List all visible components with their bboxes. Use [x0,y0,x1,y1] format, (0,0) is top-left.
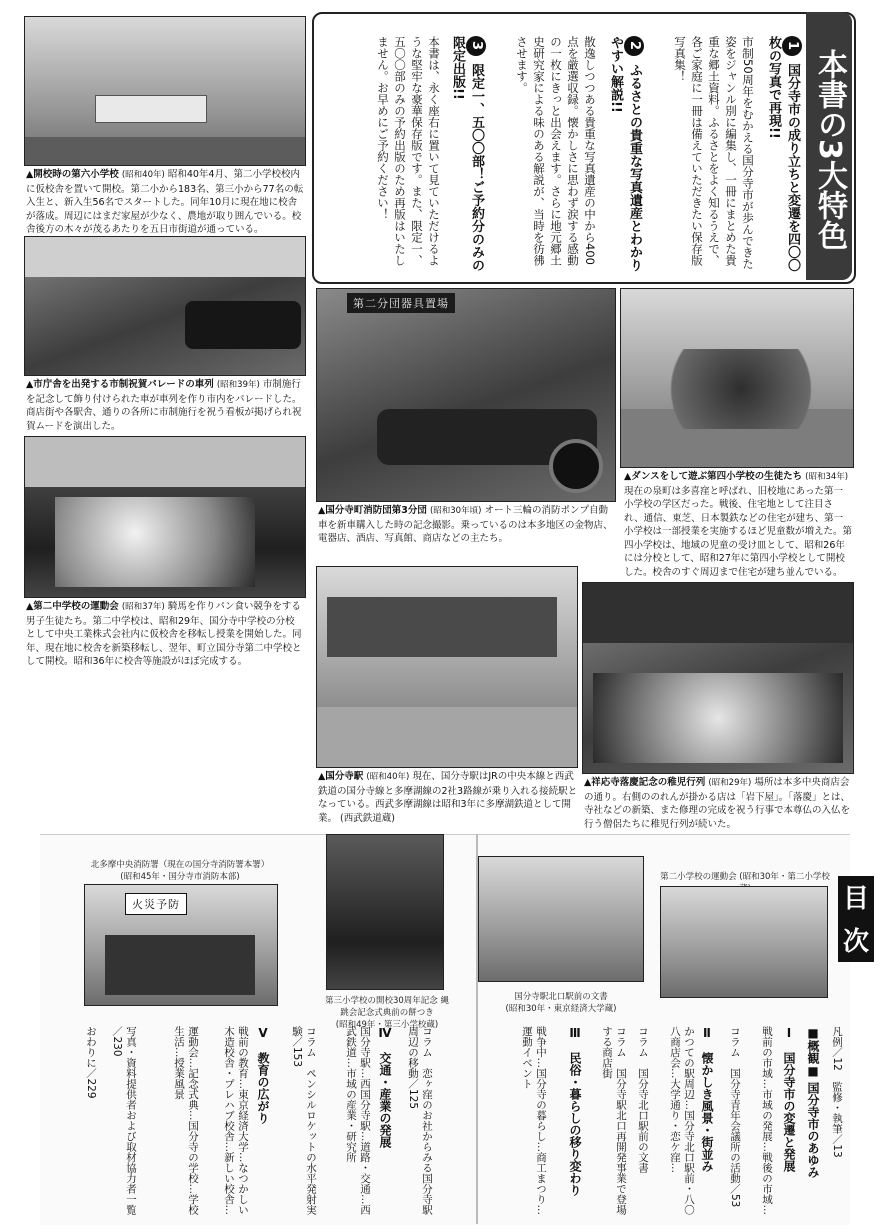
spread-caption-text: 第三小学校の開校30周年記念 縄跳会記念式典前の餅つき [324,996,450,1018]
caption-title: ▲国分寺町消防団第3分団 [318,505,427,516]
photo-dancing-students [620,288,854,468]
caption-body: 現在の泉町は多喜窪と呼ばれ、旧校地にあった第一小学校の学区だった。戦後、住宅地として注目され、通信、東芝、日本製鉄などの住宅が建ち、第一小学校は一部授業を実施するほど児童数が増えた。第四小学校は、地域の児童の受け皿として、昭和26年には分校として、昭和27年に第四小学校として開校した。校舎のすぐ周辺まで住宅が建ち並んでいる。 [624,485,853,578]
toc-entry-7: コラム 国分寺北口駅前の文書 [637,1026,649,1173]
toc-entry-4: コラム 国分寺青年会議所の活動／53 [729,1026,741,1208]
feature-number-3: 3 [466,36,486,56]
feature-body-3: 本書は、永く座右に置いて見ていただけるような堅牢な豪華保存版です。また、限定一、五〇〇部のみの予約出版のため再版はいたしません。お早めにご予約ください！ [376,36,441,266]
caption-kokubunji-station [318,770,580,825]
caption-year: (昭和40年) [121,170,165,180]
feature-body-1: 市制50周年をむかえる国分寺市が歩んできた姿をジャンル別に編集し、一冊にまとめた貴重な郷土資料。ふるさとをよく知るうえで、各ご家庭に一冊は備えていただきたい保存版写真集！ [673,36,755,270]
spread-photo-sports-day [660,886,828,998]
caption-body: 昭和40年4月、第二小学校校内に仮校舎を置いて開校。第二小から183名、第三小から77名の転入生と、新入生56名でスタートした。同年10月に現在地に校舎が落成。周辺にはまだ家屋が少なく、農地が取り囲んでいる。校舎後方の木々が茂るあたりを五日市街道が通っている。 [26,169,304,235]
feature-number-1: 1 [782,36,802,56]
caption-chigo-procession [584,776,852,831]
shopfront-shape [583,583,853,643]
spread-caption-text: 北多摩中央消防署（現在の国分寺消防署本署） [90,860,270,870]
caption-title: ▲国分寺駅 [318,771,364,782]
caption-year: (昭和37年) [121,602,165,612]
toc-entry-13: コラム 恋ヶ窪のお社からみる国分寺駅周辺の移動／125 [407,1026,433,1215]
caption-year: (昭和29年) [708,778,752,788]
toc-entry-19: おわりに／229 [85,1026,97,1099]
sky-shape [25,237,305,277]
building-shape [25,437,305,487]
toc-entry-10: コラム 国分寺駅北口再開発事業で登場する商店街 [601,1026,627,1215]
crowd-shape [593,673,843,763]
spread-photo-mochi [326,834,444,990]
caption-body: オート三輪の消防ポンプ自動車を新車購入した時の記念撮影。乗っているのは本多地区の金物店、電器店、酒店、写真館、商店などの主たち。 [318,505,613,544]
spread-caption-sub: (昭和49年・第三小学校蔵) [335,1020,439,1030]
feature-body-1-wrap [646,36,756,286]
caption-fire-brigade [318,504,614,546]
caption-title: ▲市庁舎を出発する市制祝賀パレードの車列 [26,379,214,390]
photo-chigo-procession [582,582,854,774]
photo-kokubunji-station [316,566,578,768]
feature-body-3-wrap [322,36,442,286]
caption-parade [26,378,304,433]
caption-body: 現在、国分寺駅はJRの中央本線と西武鉄道の国分寺線と多摩湖線の2社3路線が乗り入れる接続駅となっている。西武多摩湖線は昭和3年に多摩湖鉄道として開業。 [318,771,578,824]
toc-entry-18: 写真・資料提供者および取材協力者一覧／230 [111,1026,137,1215]
toc-entry-0: 凡例／12 監修・執筆／13 [831,1026,843,1158]
toc-mark-ji: 次 [838,922,874,962]
caption-title: ▲第二中学校の運動会 [26,601,119,612]
spread-caption-sub: (昭和30年・東京経済大学蔵) [505,1004,617,1014]
caption-body: 場所は本多中央商店会の通り。右側ののれんが掛かる店は「岩下屋」。「落慶」とは、寺社などの新築、また修理の完成を祝う行事で本尊仏の入仏を行う僧侶たちに稚児行列が続いた。 [584,777,851,830]
feature-item-1 [760,36,802,286]
garage-shape [105,935,255,995]
feature-number-2: 2 [624,36,644,56]
caption-dancing-students [624,470,852,579]
toc-entry-16: コラム ペンシルロケットの水平発射実験／153 [291,1026,317,1215]
feature-title: 本書の3大特色 [812,48,847,250]
photo-parade [24,236,306,376]
toc-entry-5: Ⅱ 懐かしき風景・街並み [700,1026,714,1172]
caption-year: (昭和39年) [216,380,260,390]
photo-sixth-elementary [24,16,306,166]
caption-title: ▲開校時の第六小学校 [26,169,119,180]
spread-photo-fire-station [84,884,278,1006]
students-shape [55,497,255,587]
toc-entry-15: 戦前の教育…東京経済大学…なつかしい木造校舎・プレハブ校舎…新しい校舎… [223,1026,249,1215]
feature-item-2 [602,36,644,286]
feature-heading-3: 限定一、五〇〇部！ご予約分のみの限定出版!! [450,36,484,272]
caption-title: ▲祥応寺落慶記念の稚児行列 [584,777,706,788]
spread-caption-1 [80,858,280,882]
toc-entry-9: 戦争中…国分寺の暮らし…商工まつり…運動イベント [521,1026,547,1215]
field-shape [25,137,305,165]
spread-caption-sub: (昭和45年・国分寺市消防本部) [120,872,240,882]
spread-caption-sub: (昭和30年・第二小学校 [739,872,830,882]
toc-entry-1: ■概観■ 国分寺市のあゆみ [806,1026,820,1179]
caption-year: (昭和30年頃) [429,506,482,516]
toc-entry-11: Ⅳ 交通・産業の発展 [378,1026,392,1148]
caption-sports-day [26,600,304,669]
caption-credit: (西武鉄道蔵) [340,812,395,824]
spread-caption-text: 国分寺駅北口駅前の文書 [514,992,608,1002]
photo-fire-brigade [316,288,616,502]
caption-body: 市制施行を記念して飾り付けられた車が車列を作り市内をパレードした。商店街や各駅舎、通りの各所に市制施行を祝う看板が掲げられ祝賀ムードを演出した。 [26,379,302,432]
feature-body-2-wrap [486,36,598,286]
fire-station-banner: 火災予防 [125,893,187,915]
spread-photo-station-north [478,856,644,982]
caption-sixth-elementary [26,168,304,237]
toc-entry-3: 戦前の市域…市域の発展…戦後の市域… [761,1026,773,1215]
feature-heading-1: 国分寺市の成り立ちと変遷を四〇〇枚の写真で再現!! [766,36,800,272]
car-shape [185,301,301,349]
toc-entry-8: Ⅲ 民俗・暮らしの移り変わり [568,1026,582,1196]
feature-box [312,12,856,284]
photo-sports-day [24,436,306,598]
toc-entry-6: かつての駅周辺…国分寺北口駅前・八〇八商店会…大学通り・恋ケ窪… [669,1026,695,1215]
toc-entry-12: 国分寺駅…西国分寺駅…道路・交通…西武鉄道…市域の産業・研究所 [345,1026,371,1215]
spread-caption-2 [322,994,452,1030]
caption-title: ▲ダンスをして遊ぶ第四小学校の生徒たち [624,471,803,482]
children-shape [651,349,831,429]
caption-year: (昭和34年) [805,472,849,482]
station-roof-shape [327,597,557,657]
caption-year: (昭和40年) [366,772,410,782]
toc-entry-14: Ⅴ 教育の広がり [256,1026,270,1124]
plaza-shape [317,707,577,767]
school-building-shape [95,95,207,123]
wheel-shape [549,439,603,493]
feature-body-2: 散逸しつつある貴重な写真遺産の中から400点を厳選収録。懐かしさに思わず涙する感動の一枚にきっと出会えます。さらに地元郷土史研究家による味のある解説が、当時を彷彿させます。 [515,36,597,266]
spread-caption-3 [486,990,636,1014]
feature-item-3 [444,36,486,286]
feature-title-box [806,12,852,280]
spread-caption-text: 第二小学校の運動会 [660,872,737,882]
caption-body: 騎馬を作りパン食い競争をする男子生徒たち。第二中学校は、昭和29年、国分寺中学校の分校として中央工業株式会社内に仮校舎を移転し授業を開始した。同年、現在地に校舎を新築移転し、翌年、町立国分寺第二中学校として開校。昭和36年に校舎等施設がほぼ完成する。 [26,601,302,667]
toc-mark-moku: 目 [838,876,874,922]
toc-entry-2: Ⅰ 国分寺市の変遷と発展 [782,1026,796,1172]
toc-entry-17: 運動会…記念式典…国分寺の学校…学校生活…授業風景 [173,1026,199,1215]
feature-heading-2: ふるさとの貴重な写真遺産とわかりやすい解説!! [608,36,642,272]
fire-station-sign: 第二分団器具置場 [347,293,455,313]
